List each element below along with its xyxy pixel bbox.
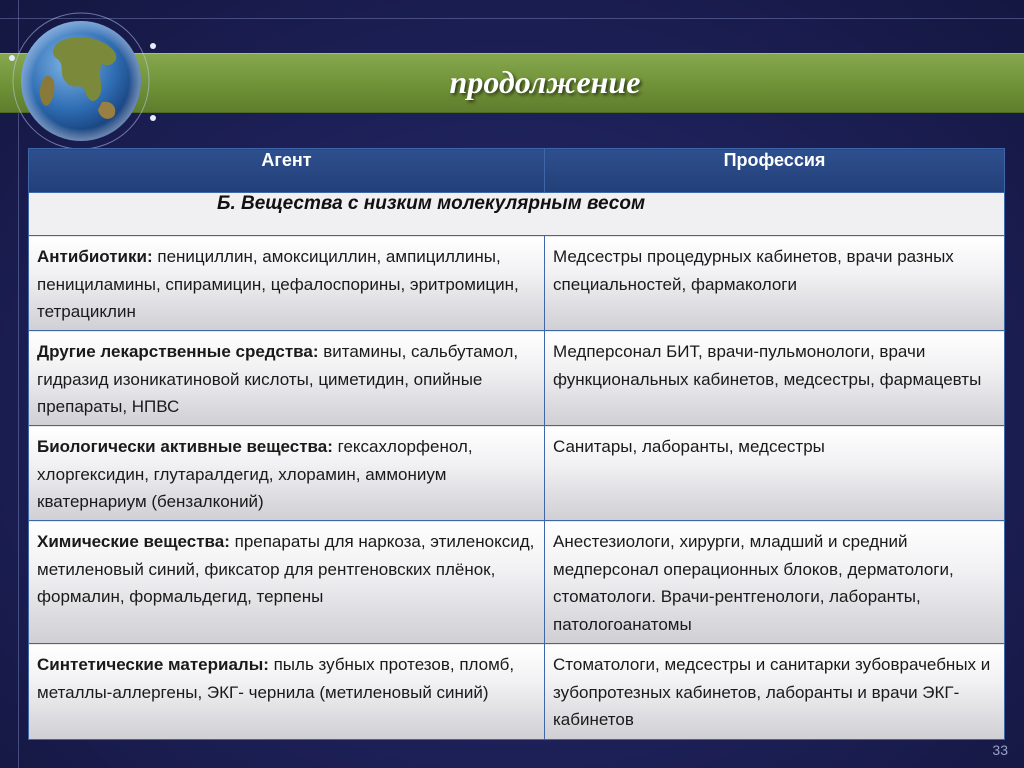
agent-list: витамины, сальбутамол, гидразид изоникатиновой кислоты, циметидин, опийные препараты, НПВС	[37, 342, 519, 416]
globe-icon	[6, 6, 156, 156]
agent-profession-table	[28, 148, 1005, 740]
table-row	[29, 426, 1005, 521]
agent-category: Биологически активные вещества:	[37, 437, 333, 456]
agent-cell	[29, 236, 545, 331]
agent-cell	[29, 644, 545, 740]
agent-category: Химические вещества:	[37, 532, 230, 551]
agent-category: Антибиотики:	[37, 247, 153, 266]
table-row	[29, 644, 1005, 740]
agent-category: Другие лекарственные средства:	[37, 342, 319, 361]
section-header: Б. Вещества с низким молекулярным весом	[29, 193, 1005, 236]
profession-cell: Медперсонал БИТ, врачи-пульмонологи, врачи функциональных кабинетов, медсестры, фармацевты	[545, 331, 1005, 426]
agent-cell	[29, 331, 545, 426]
profession-cell: Санитары, лаборанты, медсестры	[545, 426, 1005, 521]
table-row	[29, 331, 1005, 426]
agent-cell	[29, 426, 545, 521]
table-row	[29, 521, 1005, 644]
agent-list: пенициллин, амоксициллин, ампициллины, пенициламины, спирамицин, цефалоспорины, эритромицин, тетрациклин	[37, 247, 519, 321]
column-header-profession: Профессия	[545, 149, 1005, 193]
profession-cell: Анестезиологи, хирурги, младший и средний медперсонал операционных блоков, дерматологи, стоматологи. Врачи-рентгенологи, лаборанты, патологоанатомы	[545, 521, 1005, 644]
agent-list: пыль зубных протезов, пломб, металлы-аллергены, ЭКГ- чернила (метиленовый синий)	[37, 655, 515, 702]
table-row	[29, 236, 1005, 331]
column-header-agent: Агент	[29, 149, 545, 193]
agent-list: гексахлорфенол, хлоргексидин, глутаралдегид, хлорамин, аммониум кватернариум (бензалконий)	[37, 437, 473, 511]
agent-category: Синтетические материалы:	[37, 655, 269, 674]
slide-title: продолжение	[449, 64, 641, 100]
profession-cell: Медсестры процедурных кабинетов, врачи разных специальностей, фармакологи	[545, 236, 1005, 331]
agent-list: препараты для наркоза, этиленоксид, метиленовый синий, фиксатор для рентгеновских плёнок, формалин, формальдегид, терпены	[37, 532, 535, 606]
page-number: 33	[992, 742, 1008, 758]
profession-cell: Стоматологи, медсестры и санитарки зубоврачебных и зубопротезных кабинетов, лаборанты и врачи ЭКГ-кабинетов	[545, 644, 1005, 740]
agent-cell	[29, 521, 545, 644]
